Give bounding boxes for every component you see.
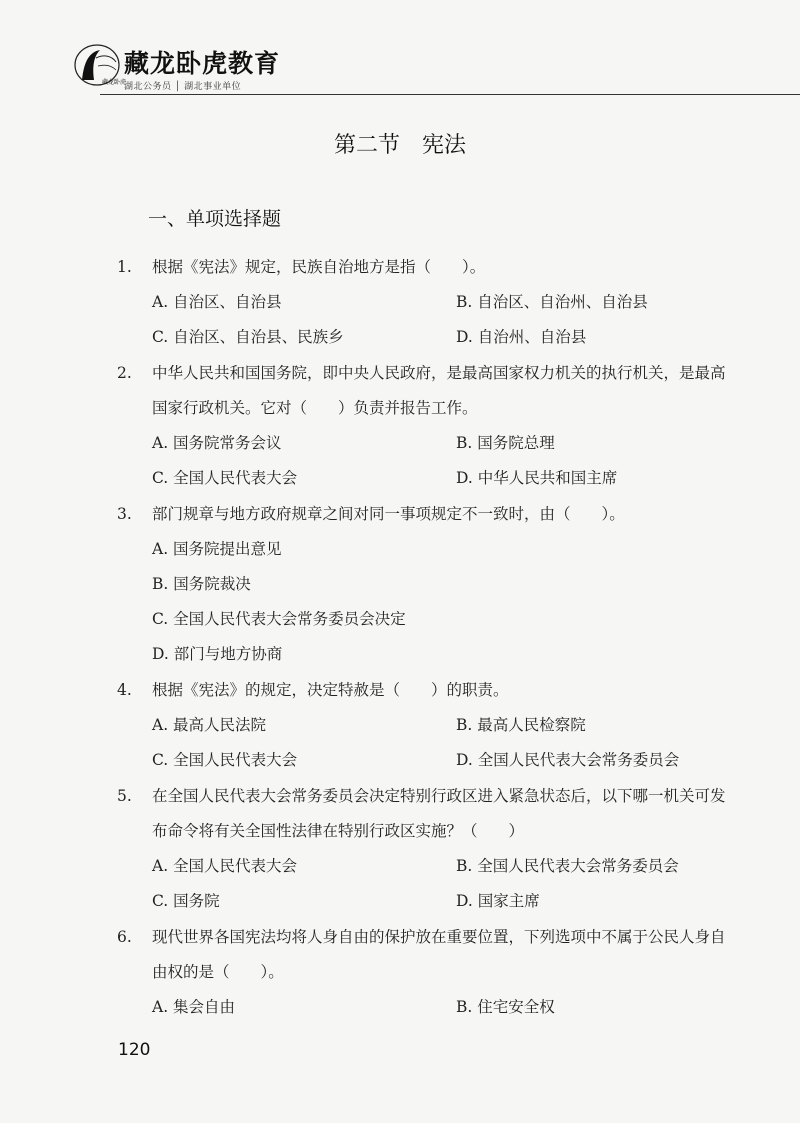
question-4-options <box>152 708 752 778</box>
question-stem: 在全国人民代表大会常务委员会决定特别行政区进入紧急状态后，以下哪一机关可发布命令将有关全国性法律在特别行政区实施？（ ） <box>152 787 726 840</box>
option-b: B. 全国人民代表大会常务委员会 <box>456 857 679 875</box>
question-6-options <box>152 990 752 1025</box>
option-a: A. 最高人民法院 <box>152 716 267 734</box>
page-number: 120 <box>118 1040 151 1060</box>
option-d: D. 中华人民共和国主席 <box>456 469 618 487</box>
option-b: B. 最高人民检察院 <box>456 716 586 734</box>
question-1-options <box>152 285 752 355</box>
question-stem: 根据《宪法》的规定，决定特赦是（ ）的职责。 <box>152 681 509 699</box>
question-number: 2. <box>117 364 132 382</box>
part-heading: 一、单项选择题 <box>148 208 282 230</box>
option-c: C. 全国人民代表大会 <box>152 751 298 769</box>
option-a: A. 自治区、自治县 <box>152 293 282 311</box>
option-d: D. 自治州、自治县 <box>456 328 587 346</box>
option-b: B. 自治区、自治州、自治县 <box>456 293 648 311</box>
option-b: B. 国务院裁决 <box>152 575 251 593</box>
question-number: 3. <box>117 505 132 523</box>
logo-text: 藏龙卧虎 <box>102 79 127 86</box>
question-4 <box>117 673 737 708</box>
option-a: A. 国务院常务会议 <box>152 434 282 452</box>
question-2-options <box>152 426 752 496</box>
question-stem: 根据《宪法》规定，民族自治地方是指（ ）。 <box>152 258 486 276</box>
question-3 <box>117 497 737 532</box>
page-header <box>0 0 800 100</box>
header-divider <box>100 94 800 95</box>
question-number: 6. <box>117 928 132 946</box>
option-c: C. 全国人民代表大会 <box>152 469 298 487</box>
question-stem: 现代世界各国宪法均将人身自由的保护放在重要位置，下列选项中不属于公民人身自由权的是（ ）。 <box>152 928 726 981</box>
option-a: A. 集会自由 <box>152 998 236 1016</box>
brand-name: 藏龙卧虎教育 <box>124 49 281 78</box>
option-d: D. 部门与地方协商 <box>152 645 283 663</box>
tiger-dragon-logo-icon <box>72 40 127 90</box>
question-1 <box>117 250 737 285</box>
question-number: 5. <box>117 787 132 805</box>
option-a: A. 国务院提出意见 <box>152 540 282 558</box>
question-stem: 中华人民共和国国务院，即中央人民政府，是最高国家权力机关的执行机关，是最高国家行政机关。它对（ ）负责并报告工作。 <box>152 364 726 417</box>
option-d: D. 全国人民代表大会常务委员会 <box>456 751 680 769</box>
question-number: 1. <box>117 258 132 276</box>
section-title: 第二节 宪法 <box>333 133 466 158</box>
question-stem: 部门规章与地方政府规章之间对同一事项规定不一致时，由（ ）。 <box>152 505 625 523</box>
question-2 <box>117 356 737 426</box>
option-b: B. 国务院总理 <box>456 434 555 452</box>
option-a: A. 全国人民代表大会 <box>152 857 298 875</box>
option-c: C. 全国人民代表大会常务委员会决定 <box>152 610 406 628</box>
question-3-options <box>152 532 752 672</box>
question-number: 4. <box>117 681 132 699</box>
question-5-options <box>152 849 752 919</box>
brand-tagline: 湖北公务员 │ 湖北事业单位 <box>124 82 242 92</box>
question-6 <box>117 920 737 990</box>
option-b: B. 住宅安全权 <box>456 998 555 1016</box>
question-5 <box>117 779 737 849</box>
option-c: C. 国务院 <box>152 892 220 910</box>
option-d: D. 国家主席 <box>456 892 540 910</box>
option-c: C. 自治区、自治县、民族乡 <box>152 328 344 346</box>
